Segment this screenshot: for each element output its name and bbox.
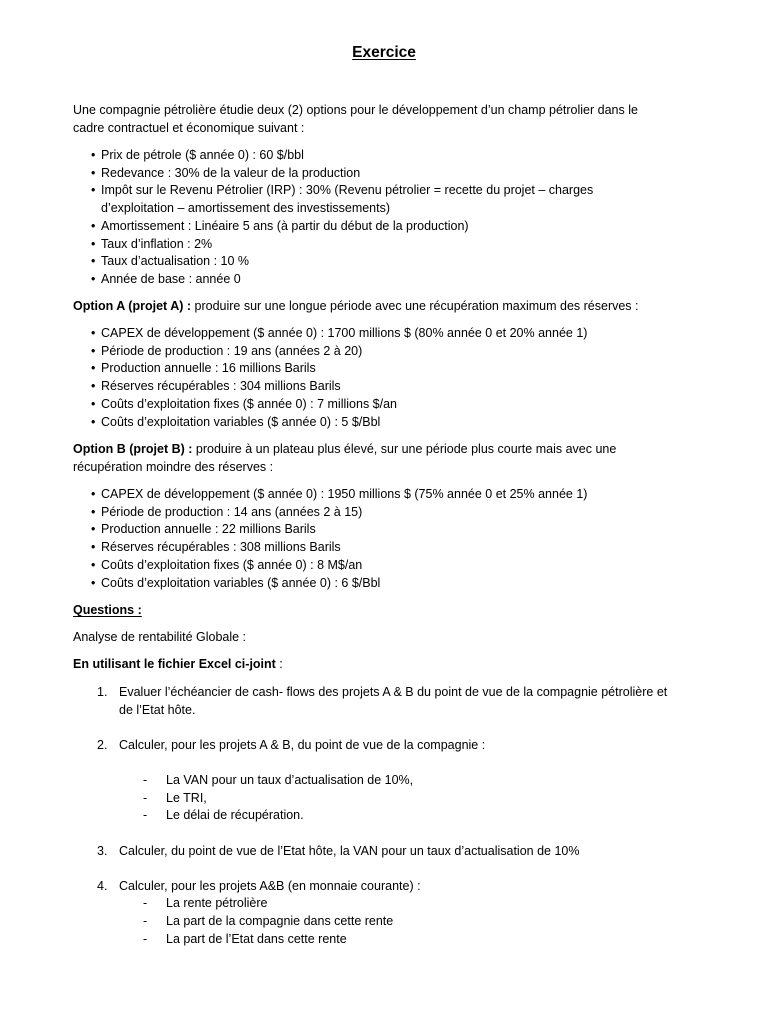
question-text: Calculer, du point de vue de l’Etat hôte, la VAN pour un taux d’actualisation de 10% (119, 844, 580, 858)
bullet-icon: • (91, 575, 96, 590)
list-item: • Coûts d’exploitation fixes ($ année 0) : 7 millions $/an (91, 396, 691, 414)
option-b-text: récupération moindre des réserves : (73, 459, 274, 474)
page-title: Exercice (352, 44, 416, 61)
list-item: • Production annuelle : 22 millions Barils (91, 521, 691, 539)
bullet-icon: • (91, 504, 96, 519)
bullet-icon: • (91, 148, 96, 162)
sub-item: La part de la compagnie dans cette rente (166, 914, 394, 928)
question-number: 3. (97, 844, 108, 858)
bullet-icon: • (91, 487, 96, 501)
list-item: • Réserves récupérables : 304 millions Barils (91, 378, 691, 396)
question-text: Calculer, pour les projets A & B, du point de vue de la compagnie : (119, 738, 486, 752)
sub-item: Le délai de récupération. (166, 808, 304, 822)
bullet-icon: • (91, 254, 96, 269)
questions-heading: Questions : (73, 603, 142, 617)
list-item: • CAPEX de développement ($ année 0) : 1700 millions $ (80% année 0 et 20% année 1) (91, 325, 691, 343)
bullet-icon: • (91, 236, 96, 251)
bullet-icon: • (91, 183, 96, 198)
sub-item: La VAN pour un taux d’actualisation de 10%, (166, 773, 414, 787)
bullet-icon: • (91, 165, 96, 180)
list-item: • Année de base : année 0 (91, 271, 691, 289)
question-number: 4. (97, 879, 108, 893)
bullet-icon: • (91, 271, 96, 286)
dash-icon: - (143, 791, 148, 805)
dash-icon: - (143, 914, 148, 928)
sub-item: Le TRI, (166, 791, 207, 805)
list-item: • Taux d’actualisation : 10 % (91, 253, 691, 271)
sub-item: La rente pétrolière (166, 896, 268, 910)
list-item: • CAPEX de développement ($ année 0) : 1950 millions $ (75% année 0 et 25% année 1) (91, 486, 691, 504)
bullet-icon: • (91, 343, 96, 358)
conditions-list (91, 147, 691, 289)
bullet-icon: • (91, 540, 96, 555)
list-item: • Redevance : 30% de la valeur de la production (91, 165, 691, 183)
list-item: • Coûts d’exploitation variables ($ année 0) : 5 $/Bbl (91, 414, 691, 432)
dash-icon: - (143, 808, 148, 822)
list-item: • Période de production : 19 ans (années 2 à 20) (91, 343, 691, 361)
bullet-icon: • (91, 361, 96, 376)
dash-icon: - (143, 896, 148, 910)
intro-paragraph (73, 102, 693, 137)
list-item: • Taux d’inflation : 2% (91, 236, 691, 254)
option-b-text: produire à un plateau plus élevé, sur une période plus courte mais avec une (192, 442, 617, 456)
question-number: 2. (97, 738, 108, 752)
intro-line: Une compagnie pétrolière étudie deux (2) options pour le développement d’un champ pétrolier dans le (73, 103, 638, 117)
option-a-list (91, 325, 691, 431)
list-item: • Coûts d’exploitation fixes ($ année 0) : 8 M$/an (91, 557, 691, 575)
bullet-icon: • (91, 396, 96, 411)
intro-line: cadre contractuel et économique suivant : (73, 120, 305, 135)
option-a-heading (73, 298, 693, 316)
sub-item: La part de l’Etat dans cette rente (166, 932, 347, 946)
bullet-icon: • (91, 218, 96, 233)
bullet-icon: • (91, 522, 96, 537)
option-a-text: produire sur une longue période avec une récupération maximum des réserves : (191, 299, 639, 313)
option-b-heading (73, 441, 693, 476)
bullet-icon: • (91, 379, 96, 394)
option-b-label: Option B (projet B) : (73, 442, 193, 456)
excel-instruction: En utilisant le fichier Excel ci-joint : (73, 657, 283, 671)
list-item: • Période de production : 14 ans (années 2 à 15) (91, 504, 691, 522)
list-item: • Coûts d’exploitation variables ($ année 0) : 6 $/Bbl (91, 575, 691, 593)
bullet-icon: • (91, 326, 96, 340)
question-number: 1. (97, 685, 108, 699)
question-text: Calculer, pour les projets A&B (en monnaie courante) : (119, 879, 421, 893)
question-text: Evaluer l’échéancier de cash- flows des projets A & B du point de vue de la compagnie pétrolière et de l’Etat hôte. (119, 685, 668, 717)
list-item: • Production annuelle : 16 millions Barils (91, 360, 691, 378)
list-item: • Amortissement : Linéaire 5 ans (à partir du début de la production) (91, 218, 691, 236)
list-item: • Réserves récupérables : 308 millions Barils (91, 539, 691, 557)
bullet-icon: • (91, 557, 96, 572)
list-item: • Prix de pétrole ($ année 0) : 60 $/bbl (91, 147, 691, 165)
option-a-label: Option A (projet A) : (73, 299, 192, 313)
bullet-icon: • (91, 414, 96, 429)
dash-icon: - (143, 932, 148, 946)
option-b-list (91, 486, 691, 592)
analysis-label: Analyse de rentabilité Globale : (73, 630, 247, 644)
list-item: • Impôt sur le Revenu Pétrolier (IRP) : 30% (Revenu pétrolier = recette du projet – charges d’exploitation – amortissement des investissements) (91, 183, 594, 216)
dash-icon: - (143, 773, 148, 787)
